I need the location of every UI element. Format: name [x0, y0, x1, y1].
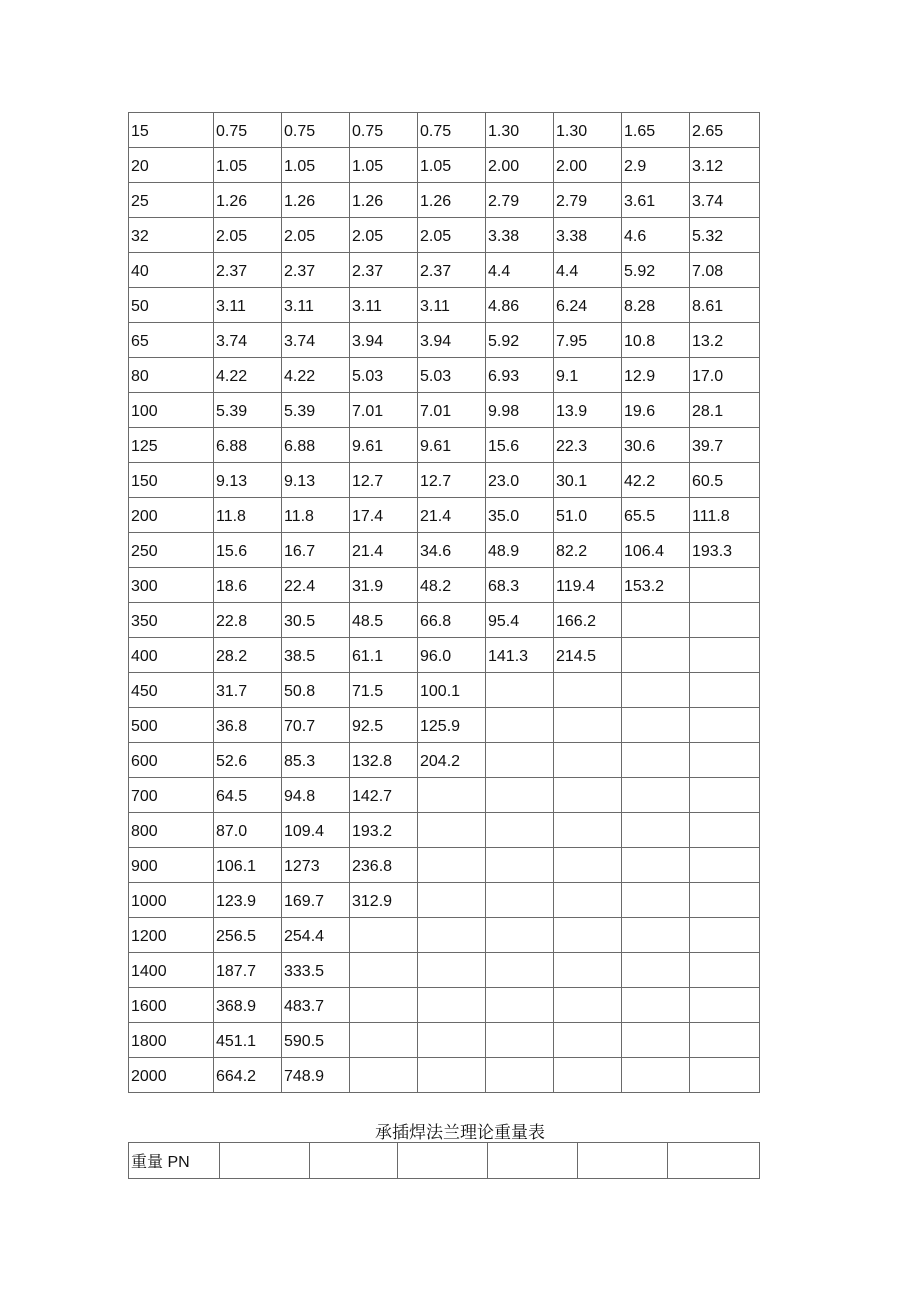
table-cell: 1.30	[554, 113, 622, 148]
row-header-cell: 500	[129, 708, 214, 743]
table-cell: 22.3	[554, 428, 622, 463]
row-header-cell: 100	[129, 393, 214, 428]
table-cell: 5.39	[282, 393, 350, 428]
row-header-cell: 1400	[129, 953, 214, 988]
table-cell	[486, 778, 554, 813]
table-cell: 17.0	[690, 358, 760, 393]
table-cell: 109.4	[282, 813, 350, 848]
table-cell: 94.8	[282, 778, 350, 813]
table-cell: 193.3	[690, 533, 760, 568]
table-cell: 17.4	[350, 498, 418, 533]
table-cell: 61.1	[350, 638, 418, 673]
table-cell: 2.65	[690, 113, 760, 148]
table-cell: 39.7	[690, 428, 760, 463]
table-cell: 2.05	[282, 218, 350, 253]
row-header-cell: 20	[129, 148, 214, 183]
table-cell: 1.26	[418, 183, 486, 218]
table-cell	[690, 1058, 760, 1093]
table-cell: 0.75	[350, 113, 418, 148]
row-header-cell: 50	[129, 288, 214, 323]
table-cell: 8.28	[622, 288, 690, 323]
row-header-cell: 125	[129, 428, 214, 463]
row-header-cell: 200	[129, 498, 214, 533]
table-cell: 123.9	[214, 883, 282, 918]
table-cell	[690, 848, 760, 883]
table-cell: 2.37	[214, 253, 282, 288]
row-header-cell: 1000	[129, 883, 214, 918]
table-cell: 70.7	[282, 708, 350, 743]
table-cell: 2.00	[554, 148, 622, 183]
table-cell	[486, 673, 554, 708]
table-cell: 68.3	[486, 568, 554, 603]
table-cell: 2.37	[282, 253, 350, 288]
table-cell: 3.11	[282, 288, 350, 323]
table-caption: 承插焊法兰理论重量表	[375, 1123, 545, 1143]
table-cell	[690, 988, 760, 1023]
table-cell: 3.74	[282, 323, 350, 358]
table-row	[129, 253, 760, 288]
table-cell: 87.0	[214, 813, 282, 848]
table-cell: 48.5	[350, 603, 418, 638]
table-cell	[622, 848, 690, 883]
table-cell: 50.8	[282, 673, 350, 708]
table-cell: 13.9	[554, 393, 622, 428]
table-cell	[622, 1058, 690, 1093]
table-cell: 125.9	[418, 708, 486, 743]
table-cell	[418, 883, 486, 918]
table-row	[129, 848, 760, 883]
table-cell: 28.2	[214, 638, 282, 673]
row-header-cell: 450	[129, 673, 214, 708]
table-cell: 204.2	[418, 743, 486, 778]
table-cell	[554, 673, 622, 708]
table-cell: 1.05	[282, 148, 350, 183]
socket-weld-flange-weight-table	[128, 1142, 760, 1179]
table-cell: 64.5	[214, 778, 282, 813]
table-cell	[622, 883, 690, 918]
table-row	[129, 113, 760, 148]
table-cell: 36.8	[214, 708, 282, 743]
table-cell: 3.11	[350, 288, 418, 323]
table-cell: 22.8	[214, 603, 282, 638]
table-cell: 1.26	[350, 183, 418, 218]
table-cell: 13.2	[690, 323, 760, 358]
table-cell	[418, 1023, 486, 1058]
table-cell: 15.6	[214, 533, 282, 568]
table-cell	[690, 638, 760, 673]
table-cell	[554, 1058, 622, 1093]
table-row	[129, 533, 760, 568]
table-cell: 142.7	[350, 778, 418, 813]
row-header-cell: 65	[129, 323, 214, 358]
table-cell	[418, 953, 486, 988]
row-header-cell: 900	[129, 848, 214, 883]
table-row	[129, 1023, 760, 1058]
table-cell	[488, 1143, 578, 1179]
table-cell: 48.2	[418, 568, 486, 603]
table-cell: 16.7	[282, 533, 350, 568]
table-cell	[220, 1143, 310, 1179]
row-header-cell: 150	[129, 463, 214, 498]
table-cell: 5.03	[350, 358, 418, 393]
table-cell	[554, 848, 622, 883]
table-cell: 0.75	[282, 113, 350, 148]
table-cell	[622, 1023, 690, 1058]
table-cell: 18.6	[214, 568, 282, 603]
table-cell: 31.9	[350, 568, 418, 603]
table-cell	[486, 1058, 554, 1093]
table-cell	[668, 1143, 760, 1179]
table-cell	[690, 673, 760, 708]
table-cell: 12.7	[418, 463, 486, 498]
table-cell: 96.0	[418, 638, 486, 673]
table-cell: 2.79	[554, 183, 622, 218]
table-cell	[622, 603, 690, 638]
table-cell: 451.1	[214, 1023, 282, 1058]
table-cell	[622, 673, 690, 708]
table-cell: 11.8	[282, 498, 350, 533]
table-cell: 3.11	[214, 288, 282, 323]
table-cell	[622, 708, 690, 743]
table-cell	[690, 568, 760, 603]
table-row	[129, 428, 760, 463]
table-cell: 21.4	[350, 533, 418, 568]
table-cell: 1.26	[214, 183, 282, 218]
table-cell: 6.88	[282, 428, 350, 463]
table-cell: 214.5	[554, 638, 622, 673]
table-cell: 5.92	[622, 253, 690, 288]
table-cell	[622, 813, 690, 848]
table-cell: 4.6	[622, 218, 690, 253]
table-cell	[554, 778, 622, 813]
table-row	[129, 743, 760, 778]
table-cell: 166.2	[554, 603, 622, 638]
table-cell: 12.9	[622, 358, 690, 393]
table-cell: 15.6	[486, 428, 554, 463]
table-row	[129, 918, 760, 953]
table-cell: 141.3	[486, 638, 554, 673]
table-cell: 3.38	[486, 218, 554, 253]
table-row	[129, 813, 760, 848]
table-cell: 42.2	[622, 463, 690, 498]
table-cell: 9.13	[282, 463, 350, 498]
table-cell: 30.6	[622, 428, 690, 463]
table-cell: 9.98	[486, 393, 554, 428]
table-cell: 0.75	[418, 113, 486, 148]
table-cell: 5.32	[690, 218, 760, 253]
table-cell: 6.93	[486, 358, 554, 393]
table-cell: 5.92	[486, 323, 554, 358]
table-cell	[690, 813, 760, 848]
table-cell: 256.5	[214, 918, 282, 953]
table-cell	[486, 743, 554, 778]
table-cell: 106.1	[214, 848, 282, 883]
table-cell	[350, 1058, 418, 1093]
row-header-cell: 25	[129, 183, 214, 218]
table-row	[129, 393, 760, 428]
table-cell: 4.22	[214, 358, 282, 393]
table-cell: 38.5	[282, 638, 350, 673]
table-cell: 51.0	[554, 498, 622, 533]
table-cell: 3.61	[622, 183, 690, 218]
table-cell: 4.22	[282, 358, 350, 393]
table-cell: 4.4	[554, 253, 622, 288]
table-cell: 2.05	[214, 218, 282, 253]
table-cell: 23.0	[486, 463, 554, 498]
table-row	[129, 358, 760, 393]
table-row	[129, 778, 760, 813]
row-header-cell: 80	[129, 358, 214, 393]
table-row	[129, 673, 760, 708]
table-cell: 100.1	[418, 673, 486, 708]
table-cell: 9.1	[554, 358, 622, 393]
table-cell	[554, 1023, 622, 1058]
table-row	[129, 288, 760, 323]
table-cell	[486, 1023, 554, 1058]
table-cell: 2.05	[350, 218, 418, 253]
table-cell: 48.9	[486, 533, 554, 568]
table-cell	[622, 743, 690, 778]
row-header-cell: 15	[129, 113, 214, 148]
table-cell	[350, 1023, 418, 1058]
table-cell: 3.94	[418, 323, 486, 358]
table-cell	[622, 988, 690, 1023]
table-cell	[622, 953, 690, 988]
table-cell: 92.5	[350, 708, 418, 743]
table-row	[129, 148, 760, 183]
table-cell	[554, 708, 622, 743]
table-cell: 368.9	[214, 988, 282, 1023]
table-row	[129, 953, 760, 988]
table-cell	[690, 883, 760, 918]
table-cell: 4.4	[486, 253, 554, 288]
table-cell: 12.7	[350, 463, 418, 498]
table-cell: 3.12	[690, 148, 760, 183]
row-header-cell: 800	[129, 813, 214, 848]
table-cell: 1.05	[350, 148, 418, 183]
table-cell: 82.2	[554, 533, 622, 568]
table-cell: 132.8	[350, 743, 418, 778]
table-cell: 3.38	[554, 218, 622, 253]
flange-weight-table	[128, 112, 760, 1093]
table-cell: 333.5	[282, 953, 350, 988]
table-cell	[690, 778, 760, 813]
table-cell	[350, 953, 418, 988]
table-cell: 7.08	[690, 253, 760, 288]
table-cell	[690, 743, 760, 778]
table-cell	[554, 743, 622, 778]
table-cell	[486, 848, 554, 883]
table-cell: 590.5	[282, 1023, 350, 1058]
row-header-cell: 1200	[129, 918, 214, 953]
table-cell: 119.4	[554, 568, 622, 603]
table-cell: 66.8	[418, 603, 486, 638]
row-header-cell: 32	[129, 218, 214, 253]
table-cell	[398, 1143, 488, 1179]
table-cell: 111.8	[690, 498, 760, 533]
table-cell	[486, 918, 554, 953]
table-cell: 3.74	[690, 183, 760, 218]
table-row	[129, 568, 760, 603]
table-cell: 5.03	[418, 358, 486, 393]
table-cell: 2.00	[486, 148, 554, 183]
table-cell: 187.7	[214, 953, 282, 988]
table-cell: 95.4	[486, 603, 554, 638]
row-header-cell: 400	[129, 638, 214, 673]
table-cell: 153.2	[622, 568, 690, 603]
table-cell: 2.37	[350, 253, 418, 288]
table-cell	[418, 848, 486, 883]
table-cell	[486, 708, 554, 743]
table-row	[129, 463, 760, 498]
table-cell: 9.61	[418, 428, 486, 463]
table-row	[129, 988, 760, 1023]
table-cell: 60.5	[690, 463, 760, 498]
table-cell	[554, 918, 622, 953]
table-cell: 6.88	[214, 428, 282, 463]
row-header-cell: 40	[129, 253, 214, 288]
table-cell	[554, 988, 622, 1023]
table-cell: 1.65	[622, 113, 690, 148]
table-cell: 3.94	[350, 323, 418, 358]
table-row	[129, 323, 760, 358]
table-cell: 3.74	[214, 323, 282, 358]
table-cell	[418, 918, 486, 953]
table-cell: 7.01	[350, 393, 418, 428]
table-row	[129, 708, 760, 743]
table-cell	[690, 603, 760, 638]
row-header-cell: 600	[129, 743, 214, 778]
table-row	[129, 603, 760, 638]
table-cell: 312.9	[350, 883, 418, 918]
row-header-cell: 700	[129, 778, 214, 813]
row-header-cell: 2000	[129, 1058, 214, 1093]
table-cell: 34.6	[418, 533, 486, 568]
table-cell: 35.0	[486, 498, 554, 533]
table-cell: 0.75	[214, 113, 282, 148]
table-cell: 31.7	[214, 673, 282, 708]
table-row	[129, 638, 760, 673]
table-cell: 7.01	[418, 393, 486, 428]
table-cell	[486, 988, 554, 1023]
row-header-cell: 300	[129, 568, 214, 603]
table-cell: 85.3	[282, 743, 350, 778]
table-cell	[578, 1143, 668, 1179]
table-cell	[622, 918, 690, 953]
table-cell: 1273	[282, 848, 350, 883]
table-cell: 1.05	[418, 148, 486, 183]
table-cell	[486, 883, 554, 918]
table-cell: 52.6	[214, 743, 282, 778]
table-cell: 254.4	[282, 918, 350, 953]
table-cell: 30.5	[282, 603, 350, 638]
table-cell: 11.8	[214, 498, 282, 533]
table-row	[129, 1058, 760, 1093]
table-cell	[554, 813, 622, 848]
table-row	[129, 883, 760, 918]
table-cell	[418, 988, 486, 1023]
table-cell: 8.61	[690, 288, 760, 323]
table-cell: 1.05	[214, 148, 282, 183]
table-cell	[486, 953, 554, 988]
table-cell: 2.9	[622, 148, 690, 183]
row-header-cell: 1600	[129, 988, 214, 1023]
table-cell: 6.24	[554, 288, 622, 323]
table-cell: 483.7	[282, 988, 350, 1023]
table-cell: 10.8	[622, 323, 690, 358]
table-cell	[418, 778, 486, 813]
table-cell: 22.4	[282, 568, 350, 603]
table-cell: 169.7	[282, 883, 350, 918]
table-cell: 21.4	[418, 498, 486, 533]
table-row	[129, 218, 760, 253]
table-cell	[350, 918, 418, 953]
table-cell	[690, 708, 760, 743]
table-cell: 748.9	[282, 1058, 350, 1093]
row-header-cell: 250	[129, 533, 214, 568]
table-cell: 236.8	[350, 848, 418, 883]
table-cell	[418, 813, 486, 848]
table-cell: 9.13	[214, 463, 282, 498]
table-cell: 7.95	[554, 323, 622, 358]
table-cell	[622, 638, 690, 673]
table-cell	[418, 1058, 486, 1093]
table-cell: 28.1	[690, 393, 760, 428]
table-cell: 193.2	[350, 813, 418, 848]
table-cell	[622, 778, 690, 813]
table-cell	[690, 1023, 760, 1058]
table-cell: 3.11	[418, 288, 486, 323]
table-cell: 1.30	[486, 113, 554, 148]
table-cell: 4.86	[486, 288, 554, 323]
table-cell: 65.5	[622, 498, 690, 533]
table-cell: 2.05	[418, 218, 486, 253]
table-cell	[554, 953, 622, 988]
table-cell: 106.4	[622, 533, 690, 568]
table-row	[129, 1143, 760, 1179]
table-cell	[310, 1143, 398, 1179]
row-header-cell: 350	[129, 603, 214, 638]
table-cell: 2.37	[418, 253, 486, 288]
table-cell	[554, 883, 622, 918]
table-cell: 19.6	[622, 393, 690, 428]
row-header-cell: 1800	[129, 1023, 214, 1058]
table-cell: 1.26	[282, 183, 350, 218]
row-header-cell: 重量 PN	[129, 1143, 220, 1179]
table-cell	[690, 918, 760, 953]
table-cell	[486, 813, 554, 848]
table-cell: 30.1	[554, 463, 622, 498]
table-row	[129, 183, 760, 218]
table-cell: 664.2	[214, 1058, 282, 1093]
table-cell	[690, 953, 760, 988]
table-cell	[350, 988, 418, 1023]
table-cell: 2.79	[486, 183, 554, 218]
table-row	[129, 498, 760, 533]
table-cell: 9.61	[350, 428, 418, 463]
table-cell: 5.39	[214, 393, 282, 428]
table-cell: 71.5	[350, 673, 418, 708]
